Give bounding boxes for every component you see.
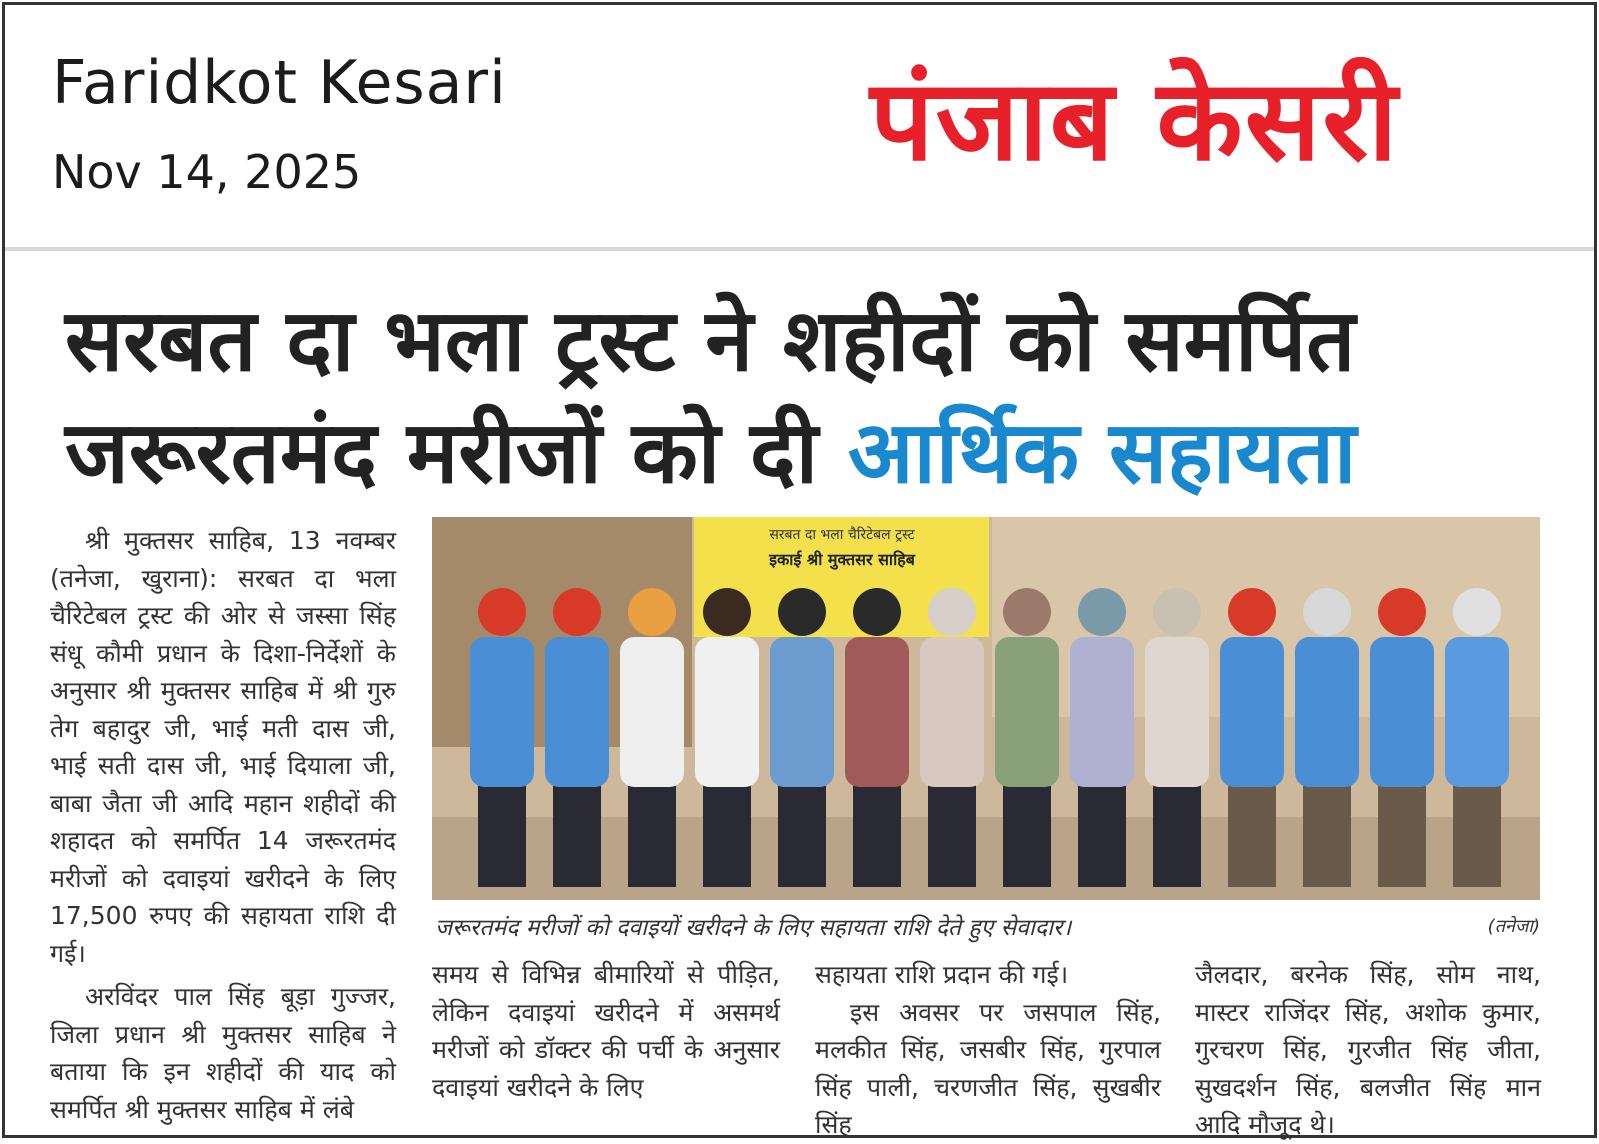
person-legs — [1153, 777, 1201, 887]
person-head — [1153, 588, 1201, 636]
person-figure — [545, 637, 609, 787]
person-head — [778, 588, 826, 636]
article-paragraph: समय से विभिन्न बीमारियों से पीड़ित, लेकिन दवाइयां खरीदने में असमर्थ मरीजों को डॉक्टर की पर्ची के अनुसार दवाइयां खरीदने के लिए — [432, 960, 780, 1102]
article-column-4 — [1195, 956, 1541, 1144]
photo-credit: (तनेजा) — [1487, 916, 1540, 937]
article-paragraph: जैलदार, बरनेक सिंह, सोम नाथ, मास्टर राजिंदर सिंह, अशोक कुमार, गुरचरण सिंह, गुरजीत सिंह जीता, सुखदर्शन सिंह, बलजीत सिंह मान आदि मौजूद थे। — [1195, 960, 1541, 1139]
person-legs — [778, 777, 826, 887]
person-legs — [553, 777, 601, 887]
person-legs — [703, 777, 751, 887]
person-legs — [1003, 777, 1051, 887]
person-legs — [1228, 777, 1276, 887]
person-figure — [1445, 637, 1509, 787]
person-head — [928, 588, 976, 636]
person-legs — [1378, 777, 1426, 887]
article-column-2 — [432, 956, 780, 1106]
person-head — [553, 588, 601, 636]
person-head — [1378, 588, 1426, 636]
person-head — [1453, 588, 1501, 636]
person-figure — [920, 637, 984, 787]
person-head — [478, 588, 526, 636]
divider — [5, 247, 1594, 251]
person-figure — [695, 637, 759, 787]
person-figure — [620, 637, 684, 787]
person-figure — [845, 637, 909, 787]
person-head — [628, 588, 676, 636]
headline-black-part: जरूरतमंद मरीजों को दी — [65, 403, 818, 503]
news-photo — [432, 517, 1540, 900]
person-figure — [1070, 637, 1134, 787]
person-figure — [1145, 637, 1209, 787]
person-figure — [1220, 637, 1284, 787]
punjab-kesari-logo: पंजाब केसरी — [870, 56, 1400, 186]
person-figure — [1370, 637, 1434, 787]
person-head — [703, 588, 751, 636]
person-legs — [1303, 777, 1351, 887]
headline-line2 — [65, 403, 1535, 503]
article-paragraph: श्री मुक्तसर साहिब, 13 नवम्बर (तनेजा, खुराना): सरबत दा भला चैरिटेबल ट्रस्ट की ओर से जस्सा सिंह संधू कौमी प्रधान के दिशा-निर्देशों के अनुसार श्री मुक्तसर साहिब में श्री गुरु तेग बहादुर जी, भाई मती दास जी, भाई सती दास जी, भाई दियाला जी, बाबा जैता जी आदि महान शहीदों की शहादत को समर्पित 14 जरूरतमंद मरीजों को दवाइयां खरीदने के लिए 17,500 रुपए की सहायता राशि दी गई। — [50, 526, 396, 968]
banner-text: सरबत दा भला चैरिटेबल ट्रस्ट — [769, 527, 915, 543]
person-figure — [1295, 637, 1359, 787]
person-legs — [1078, 777, 1126, 887]
person-legs — [628, 777, 676, 887]
caption-text: जरूरतमंद मरीजों को दवाइयों खरीदने के लिए सहायता राशि देते हुए सेवादार। — [435, 915, 1072, 941]
person-head — [1003, 588, 1051, 636]
person-legs — [928, 777, 976, 887]
person-figure — [770, 637, 834, 787]
group-photo-illustration — [432, 517, 1540, 900]
person-legs — [478, 777, 526, 887]
article-column-1 — [50, 522, 396, 1128]
person-head — [853, 588, 901, 636]
person-figure — [470, 637, 534, 787]
publication-name: Faridkot Kesari — [52, 48, 507, 118]
person-legs — [853, 777, 901, 887]
publication-date: Nov 14, 2025 — [52, 145, 362, 199]
person-head — [1228, 588, 1276, 636]
headline-line1: सरबत दा भला ट्रस्ट ने शहीदों को समर्पित — [65, 291, 1356, 391]
article-paragraph: सहायता राशि प्रदान की गई। — [815, 960, 1069, 989]
banner-text: इकाई श्री मुक्तसर साहिब — [769, 550, 915, 569]
article-paragraph: इस अवसर पर जसपाल सिंह, मलकीत सिंह, जसबीर सिंह, गुरपाल सिंह पाली, चरणजीत सिंह, सुखबीर सिंह — [815, 997, 1161, 1139]
photo-caption — [435, 910, 1540, 942]
person-head — [1303, 588, 1351, 636]
headline-blue-part: आर्थिक सहायता — [847, 403, 1357, 503]
article-paragraph: अरविंदर पाल सिंह बूड़ा गुज्जर, जिला प्रधान श्री मुक्तसर साहिब ने बताया कि इन शहीदों की याद को समर्पित श्री मुक्तसर साहिब में लंबे — [50, 982, 396, 1124]
article-column-3 — [815, 956, 1161, 1144]
person-head — [1078, 588, 1126, 636]
person-legs — [1453, 777, 1501, 887]
person-figure — [995, 637, 1059, 787]
